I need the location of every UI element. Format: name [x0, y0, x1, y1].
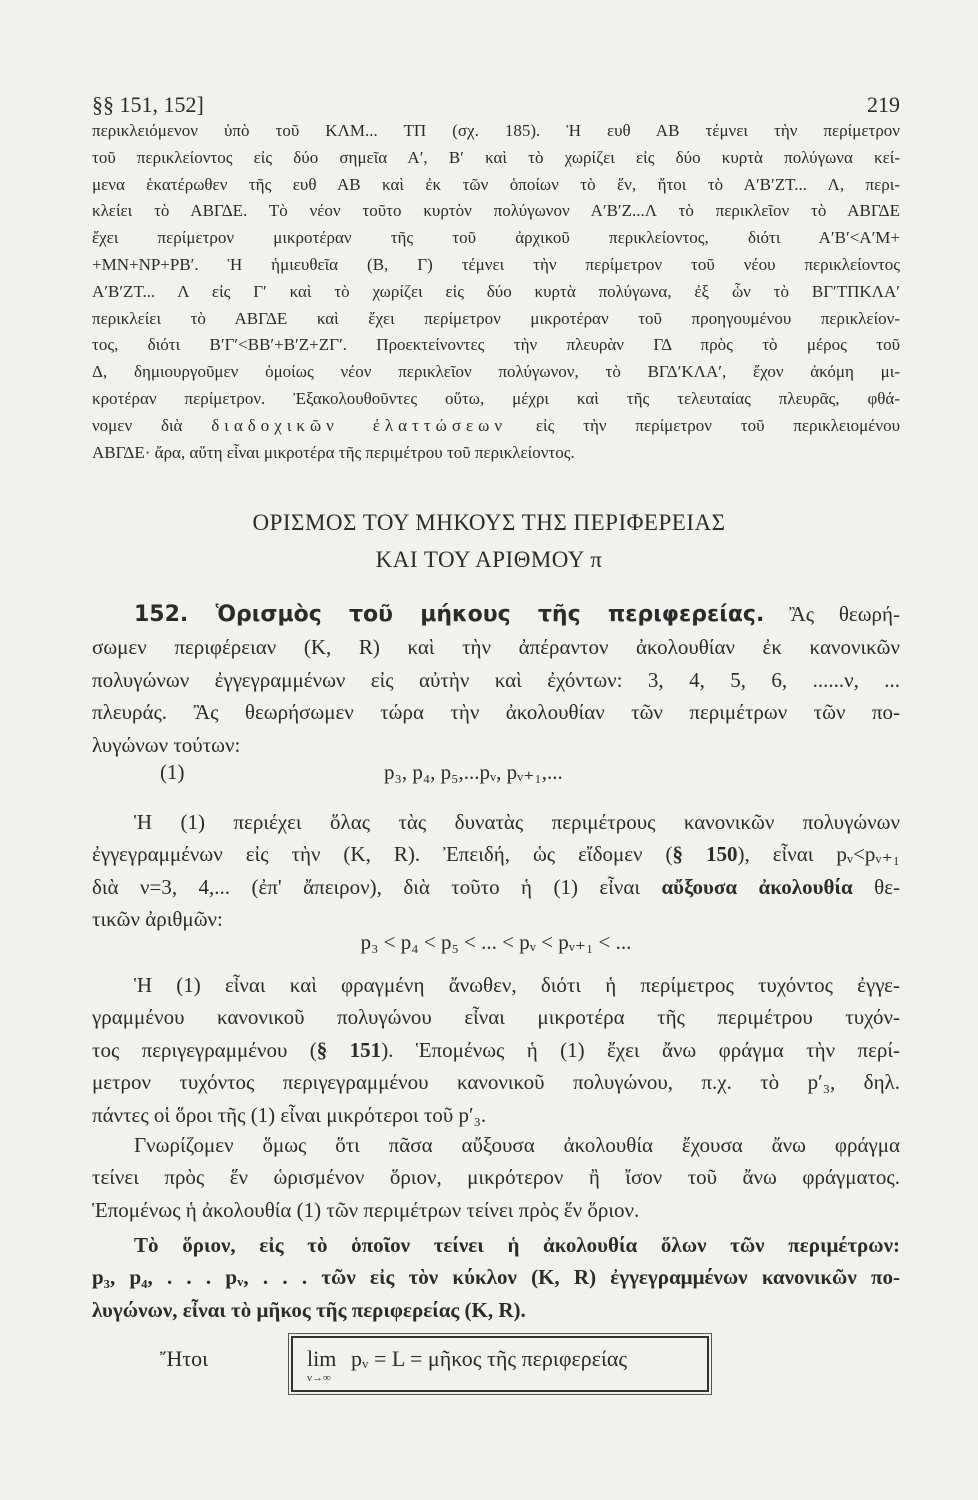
equation-sequence: p₃, p₄, p₅,...pᵥ, pᵥ₊₁,... [384, 760, 563, 784]
page-number: 219 [867, 92, 900, 117]
text-line: Τὸ ὅριον, εἰς τὸ ὁποῖον τείνει ἡ ἀκολουθία ὅλων τῶν περιμέτρων: [134, 1233, 900, 1257]
text: ), εἶναι pᵥ<pᵥ₊₁ [737, 842, 900, 867]
chapter-heading-line2: ΚΑΙ ΤΟΥ ΑΡΙΘΜΟΥ π [375, 547, 603, 572]
lim-operator: lim [307, 1346, 337, 1371]
text-line: μενα ἑκατέρωθεν τῆς ευθ ΑΒ καὶ ἐκ τῶν ὁποίων τὸ ἕν, ἤτοι τὸ Α′Β′ΖΤ... Λ, περι- [92, 174, 900, 194]
text-line: Γνωρίζομεν ὅμως ὅτι πᾶσα αὔξουσα ἀκολουθία ἔχουσα ἄνω φράγμα [134, 1133, 900, 1157]
text-line: πλευράς. Ἂς θεωρήσωμεν τώρα τὴν ἀκολουθίαν τῶν περιμέτρων τῶν πο- [92, 700, 900, 725]
section-152 [92, 598, 900, 761]
text: νομεν διὰ [92, 415, 183, 435]
section-title: 152. Ὁρισμὸς τοῦ μήκους τῆς περιφερείας. [134, 602, 765, 627]
text-line: κροτέραν περίμετρον. Ἐξακολουθοῦντες οὕτω, μέχρι καὶ τῆς τελευταίας πλευρᾶς, φθά- [92, 388, 900, 408]
lim-subscript: ν→∞ [307, 1372, 331, 1384]
text-line: λυγώνων τούτων: [92, 732, 241, 757]
text-line: κλείει τὸ ΑΒΓΔΕ. Τὸ νέον τοῦτο κυρτὸν πολύγωνον Α′Β′Ζ...Λ τὸ περικλεῖον τὸ ΑΒΓΔΕ [92, 201, 900, 221]
text: ἐγγεγραμμένων εἰς τὴν (K, R). Ἐπειδή, ὡς εἴδομεν ( [92, 842, 673, 867]
emphasis: αὔξουσα ἀκολουθία [661, 874, 853, 899]
text-line: Ἑπομένως ἡ ἀκολουθία (1) τῶν περιμέτρων τείνει πρὸς ἕν ὅριον. [92, 1197, 640, 1222]
text-line [92, 871, 900, 903]
text: θε- [874, 874, 901, 899]
text-line: τικῶν ἀριθμῶν: [92, 907, 223, 932]
text: εἰς τὴν περίμετρον τοῦ περικλειομένου [535, 415, 900, 435]
text-line: σωμεν περιφέρειαν (K, R) καὶ τὴν ἀπέραντον ἀκολουθίαν ἐκ κανονικῶν [92, 635, 900, 660]
text-line: τείνει πρὸς ἕν ὡρισμένον ὅριον, μικρότερον ἢ ἴσον τοῦ ἄνω φράγματος. [92, 1165, 900, 1190]
text-line: γραμμένου κανονικοῦ πολυγώνου εἶναι μικροτέρα τῆς περιμέτρου τυχόν- [92, 1005, 900, 1030]
definition-paragraph [92, 1229, 900, 1326]
text-line: πάντες οἱ ὅροι τῆς (1) εἶναι μικρότεροι τοῦ p′₃. [92, 1102, 487, 1127]
text: τος περιγεγραμμένου ( [92, 1037, 317, 1062]
boxed-lead: Ἤτοι [160, 1346, 209, 1371]
text-line: πολυγώνων ἐγγεγραμμένων εἰς αὐτὴν καὶ ἐχόντων: 3, 4, 5, 6, ......ν, ... [92, 667, 900, 692]
paragraph-increasing [92, 806, 900, 936]
text: ). Ἑπομένως ἡ (1) ἔχει ἄνω φράγμα τὴν περί- [381, 1037, 901, 1062]
text-line: Ἡ (1) περιέχει ὅλας τὰς δυνατὰς περιμέτρους κανονικῶν πολυγώνων [134, 810, 900, 834]
inequality-formula: p₃ < p₄ < p₅ < ... < pᵥ < pᵥ₊₁ < ... [360, 930, 632, 954]
text-line: περικλείει τὸ ΑΒΓΔΕ καὶ ἔχει περίμετρον μικροτέραν τοῦ προηγουμένου περικλείον- [92, 308, 900, 328]
section-title-line [92, 598, 900, 631]
paragraph-proof [92, 118, 900, 466]
text-line: λυγώνων, εἶναι τὸ μῆκος τῆς περιφερείας (K, R). [92, 1297, 526, 1322]
text-line [92, 1034, 900, 1066]
text-line: ἔχει περίμετρον μικροτέραν τῆς τοῦ ἀρχικοῦ περικλείοντος, διότι Α′Β′<Α′Μ+ [92, 228, 900, 248]
running-header-section: §§ 151, 152] [92, 92, 204, 117]
paragraph-limit [92, 1129, 900, 1226]
text-line: p₃, p₄, . . . pᵥ, . . . τῶν εἰς τὸν κύκλον (K, R) ἐγγεγραμμένων κανονικῶν πο- [92, 1265, 900, 1290]
chapter-heading-line1: ΟΡΙΣΜΟΣ ΤΟΥ ΜΗΚΟΥΣ ΤΗΣ ΠΕΡΙΦΕΡΕΙΑΣ [252, 510, 726, 535]
text-line: περικλειόμενον ὑπὸ τοῦ ΚΛΜ... ΤΠ (σχ. 185). Ἡ ευθ ΑΒ τέμνει τὴν περίμετρον [92, 121, 900, 140]
reference: § 151 [316, 1037, 382, 1062]
text-line: μετρον τυχόντος περιγεγραμμένου κανονικοῦ πολυγώνου, π.χ. τὸ p′₃, δηλ. [92, 1070, 900, 1095]
spaced-emphasis: διαδοχικῶν ἐλαττώσεων [211, 415, 508, 435]
text-line [92, 838, 900, 870]
paragraph-bounded [92, 969, 900, 1131]
reference: § 150 [672, 842, 738, 867]
text-line: τος, διότι Β′Γ′<ΒΒ′+Β′Ζ+ΖΓ′. Προεκτείνοντες τὴν πλευρὰν ΓΔ πρὸς τὸ μέρος τοῦ [92, 335, 900, 355]
text-line: Α′Β′ΖΤ... Λ εἰς Γ′ καὶ τὸ χωρίζει εἰς δύο κυρτὰ πολύγωνα, ἐξ ὧν τὸ ΒΓ′ΤΠΚΛΑ′ [92, 281, 900, 301]
boxed-formula [291, 1336, 709, 1392]
text-line [92, 413, 900, 440]
text-line: τοῦ περικλείοντος εἰς δύο σημεῖα Α′, Β′ καὶ τὸ χωρίζει εἰς δύο κυρτὰ πολύγωνα κεί- [92, 147, 900, 167]
text-line: +ΜΝ+ΝΡ+ΡΒ′. Ἡ ἡμιευθεῖα (Β, Γ) τέμνει τὴν περίμετρον τοῦ νέου περικλείοντος [92, 254, 900, 274]
text-line: Ἡ (1) εἶναι καὶ φραγμένη ἄνωθεν, διότι ἡ περίμετρος τυχόντος ἐγγε- [134, 973, 900, 997]
limit-expression: pᵥ = L = μῆκος τῆς περιφερείας [351, 1346, 628, 1371]
equation-label: (1) [160, 760, 185, 784]
text-line: ΑΒΓΔΕ· ἄρα, αὕτη εἶναι μικροτέρα τῆς περιμέτρου τοῦ περικλείοντος. [92, 442, 575, 462]
text-line: Δ, δημιουργοῦμεν ὁμοίως νέον περικλεῖον πολύγωνον, τὸ ΒΓΔ′ΚΛΑ′, ἔχον ἀκόμη μι- [92, 362, 900, 382]
text: διὰ ν=3, 4,... (ἐπ' ἄπειρον), διὰ τοῦτο ἡ (1) εἶναι [92, 874, 640, 899]
text: Ἂς θεωρή- [789, 602, 901, 626]
